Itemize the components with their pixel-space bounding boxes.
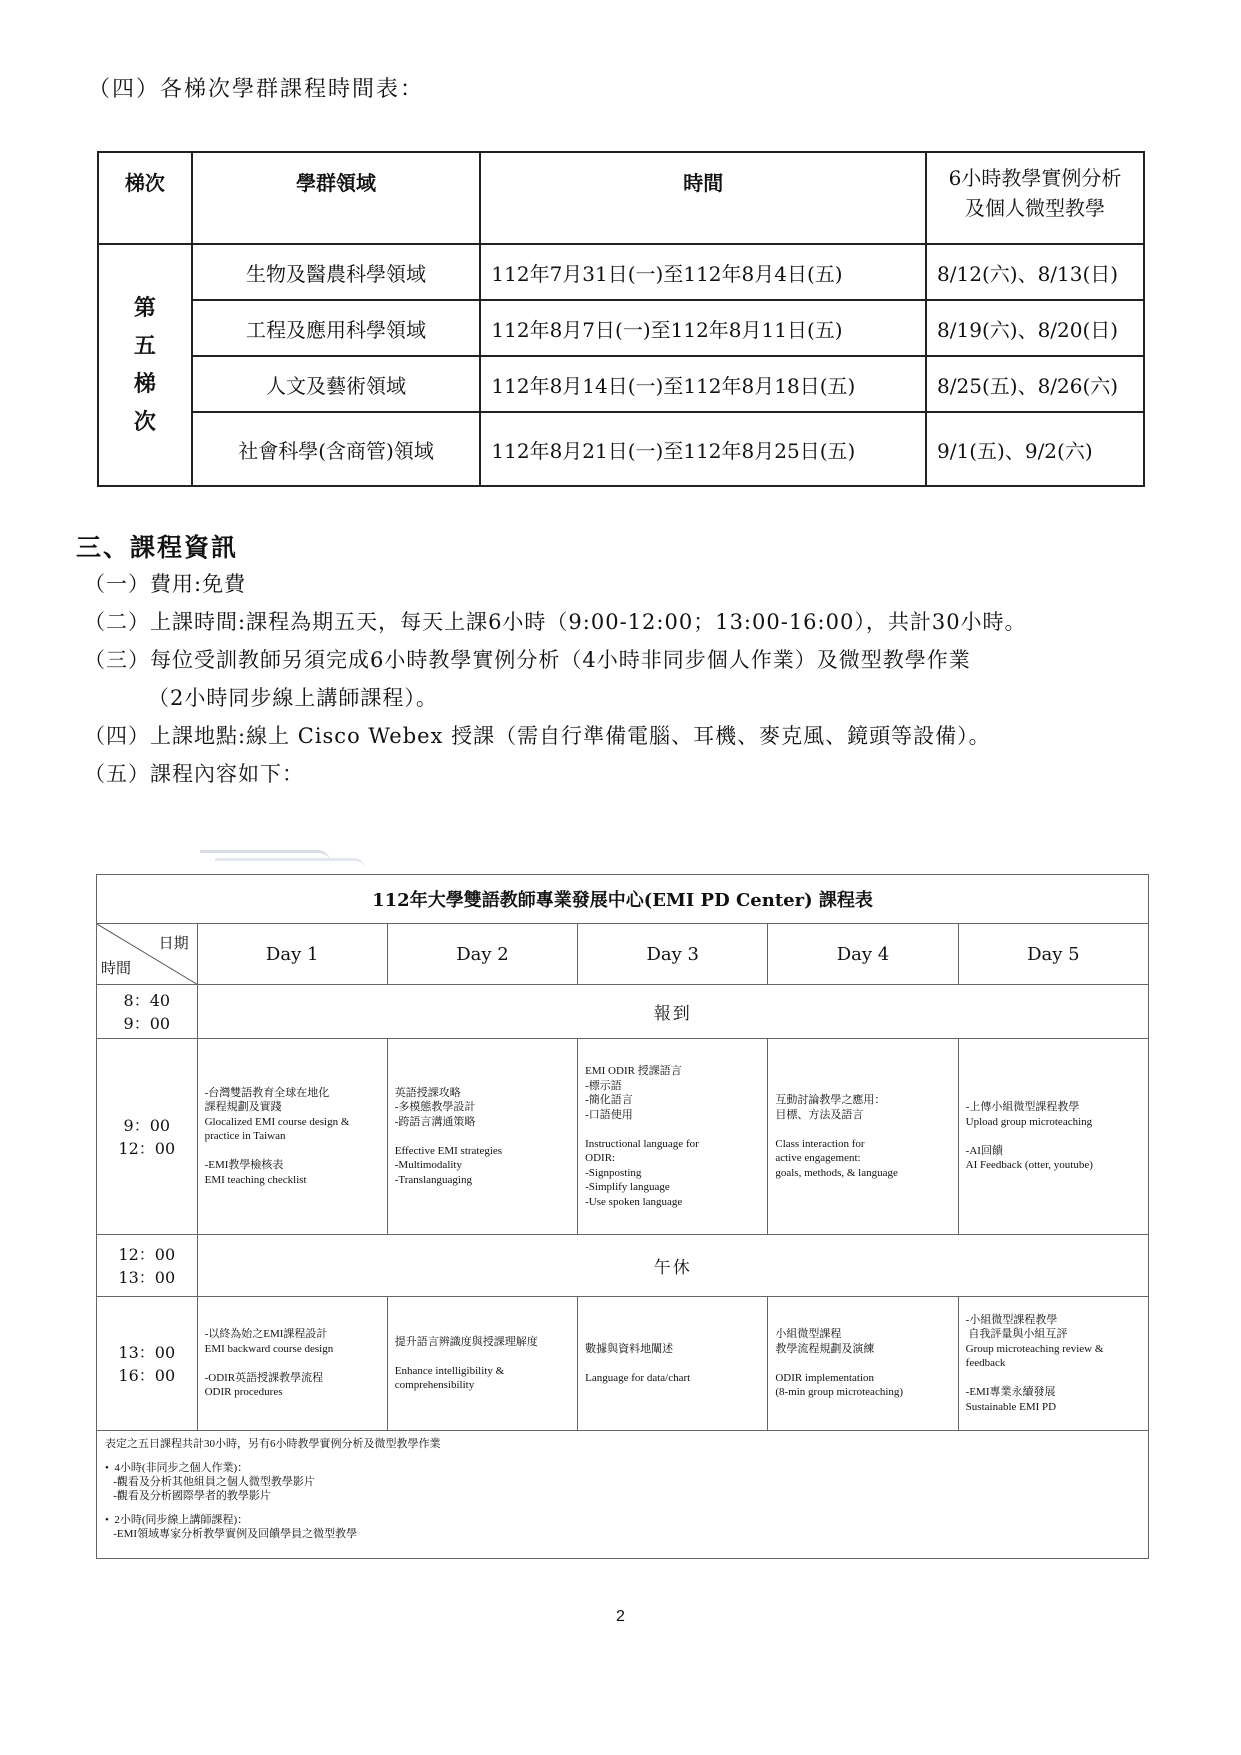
- day-header-row: [97, 924, 1149, 985]
- date-cell: 112年8月21日(一)至112年8月25日(五): [480, 412, 926, 486]
- session-cell: -小組微型課程教學 自我評量與小組互評 Group microteaching review & feedback -EMI專業永續發展 Sustainable EMI PD: [958, 1297, 1148, 1431]
- watermark-shape: [215, 858, 365, 869]
- corner-time: 時間: [101, 959, 132, 977]
- table-row: [98, 356, 1144, 412]
- field-cell: 工程及應用科學領域: [192, 300, 481, 356]
- header-field: 學群領域: [192, 152, 481, 244]
- header-stage: 梯次: [98, 152, 192, 244]
- lunch-cell: 午休: [197, 1235, 1148, 1297]
- info-class-time: （二）上課時間:課程為期五天，每天上課6小時（9:00-12:00；13:00-16:00），共計30小時。: [84, 610, 1027, 634]
- session-cell: 數據與資料地闡述 Language for data/chart: [578, 1297, 768, 1431]
- extra-cell: 9/1(五)、9/2(六): [926, 412, 1144, 486]
- notes-sync: • 2小時(同步線上講師課程)： -EMI領域專家分析教學實例及回饋學員之微型教學: [105, 1514, 358, 1540]
- extra-cell: 8/19(六)、8/20(日): [926, 300, 1144, 356]
- info-location: （四）上課地點:線上 Cisco Webex 授課（需自行準備電腦、耳機、麥克風、鏡頭等設備）。: [84, 724, 991, 748]
- session-cell: -台灣雙語教育全球在地化 課程規劃及實踐 Glocalized EMI course design & practice in Taiwan -EMI教學檢核表 EMI teaching checklist: [197, 1039, 387, 1235]
- date-cell: 112年7月31日(一)至112年8月4日(五): [480, 244, 926, 300]
- time-cell: 8：40 9：00: [97, 985, 198, 1039]
- notes-summary: 表定之五日課程共計30小時，另有6小時教學實例分析及微型教學作業: [105, 1438, 441, 1450]
- table-row: [97, 1297, 1149, 1431]
- checkin-cell: 報到: [197, 985, 1148, 1039]
- date-cell: 112年8月7日(一)至112年8月11日(五): [480, 300, 926, 356]
- course-table: [96, 874, 1149, 1559]
- course-table-title: 112年大學雙語教師專業發展中心(EMI PD Center) 課程表: [97, 875, 1149, 924]
- field-cell: 生物及醫農科學領域: [192, 244, 481, 300]
- info-assignment: （三）每位受訓教師另須完成6小時教學實例分析（4小時非同步個人作業）及微型教學作業: [84, 648, 971, 672]
- day-header: Day 1: [197, 924, 387, 985]
- corner-date: 日期: [158, 934, 189, 952]
- date-cell: 112年8月14日(一)至112年8月18日(五): [480, 356, 926, 412]
- time-cell: 12：00 13：00: [97, 1235, 198, 1297]
- extra-cell: 8/25(五)、8/26(六): [926, 356, 1144, 412]
- notes-cell: [97, 1431, 1149, 1559]
- time-cell: 9：00 12：00: [97, 1039, 198, 1235]
- table-row: [98, 244, 1144, 300]
- course-info-heading: 三、課程資訊: [76, 533, 239, 562]
- info-assignment-cont: （2小時同步線上講師課程）。: [148, 686, 438, 710]
- session-cell: -以終為始之EMI課程設計 EMI backward course design -ODIR英語授課教學流程 ODIR procedures: [197, 1297, 387, 1431]
- table-row: [97, 985, 1149, 1039]
- day-header: Day 5: [958, 924, 1148, 985]
- session-cell: 互動討論教學之應用： 目標、方法及語言 Class interaction for active engagement: goals, methods, & language: [768, 1039, 958, 1235]
- info-content: （五）課程內容如下：: [84, 762, 304, 786]
- stage-label: 第 五 梯 次: [98, 244, 192, 486]
- table-row: [98, 412, 1144, 486]
- header-time: 時間: [480, 152, 926, 244]
- notes-async: • 4小時(非同步之個人作業)： -觀看及分析其他組員之個人微型教學影片 -觀看及分析國際學者的教學影片: [105, 1462, 315, 1502]
- table-row: [97, 1039, 1149, 1235]
- session-cell: 小組微型課程 教學流程規劃及演練 ODIR implementation (8-min group microteaching): [768, 1297, 958, 1431]
- day-header: Day 4: [768, 924, 958, 985]
- session-cell: -上傳小組微型課程教學 Upload group microteaching -AI回饋 AI Feedback (otter, youtube): [958, 1039, 1148, 1235]
- extra-cell: 8/12(六)、8/13(日): [926, 244, 1144, 300]
- session-cell: 英語授課攻略 -多模態教學設計 -跨語言溝通策略 Effective EMI strategies -Multimodality -Translanguaging: [387, 1039, 577, 1235]
- field-cell: 人文及藝術領域: [192, 356, 481, 412]
- notes-row: [97, 1431, 1149, 1559]
- info-fee: （一）費用:免費: [84, 572, 247, 596]
- field-cell: 社會科學(含商管)領域: [192, 412, 481, 486]
- page-number: 2: [616, 1608, 625, 1625]
- session-cell: 提升語言辨識度與授課理解度 Enhance intelligibility & comprehensibility: [387, 1297, 577, 1431]
- day-header: Day 2: [387, 924, 577, 985]
- schedule-table: [97, 151, 1145, 487]
- table-row: [97, 1235, 1149, 1297]
- table-row: [98, 300, 1144, 356]
- day-header: Day 3: [578, 924, 768, 985]
- section-heading: （四）各梯次學群課程時間表：: [88, 77, 425, 102]
- time-cell: 13：00 16：00: [97, 1297, 198, 1431]
- session-cell: EMI ODIR 授課語言 -標示語 -簡化語言 -口語使用 Instructional language for ODIR: -Signposting -Simplify language -Use spoken language: [578, 1039, 768, 1235]
- schedule-header-row: [98, 152, 1144, 244]
- header-extra: 6小時教學實例分析 及個人微型教學: [926, 152, 1144, 244]
- corner-cell: [97, 924, 198, 985]
